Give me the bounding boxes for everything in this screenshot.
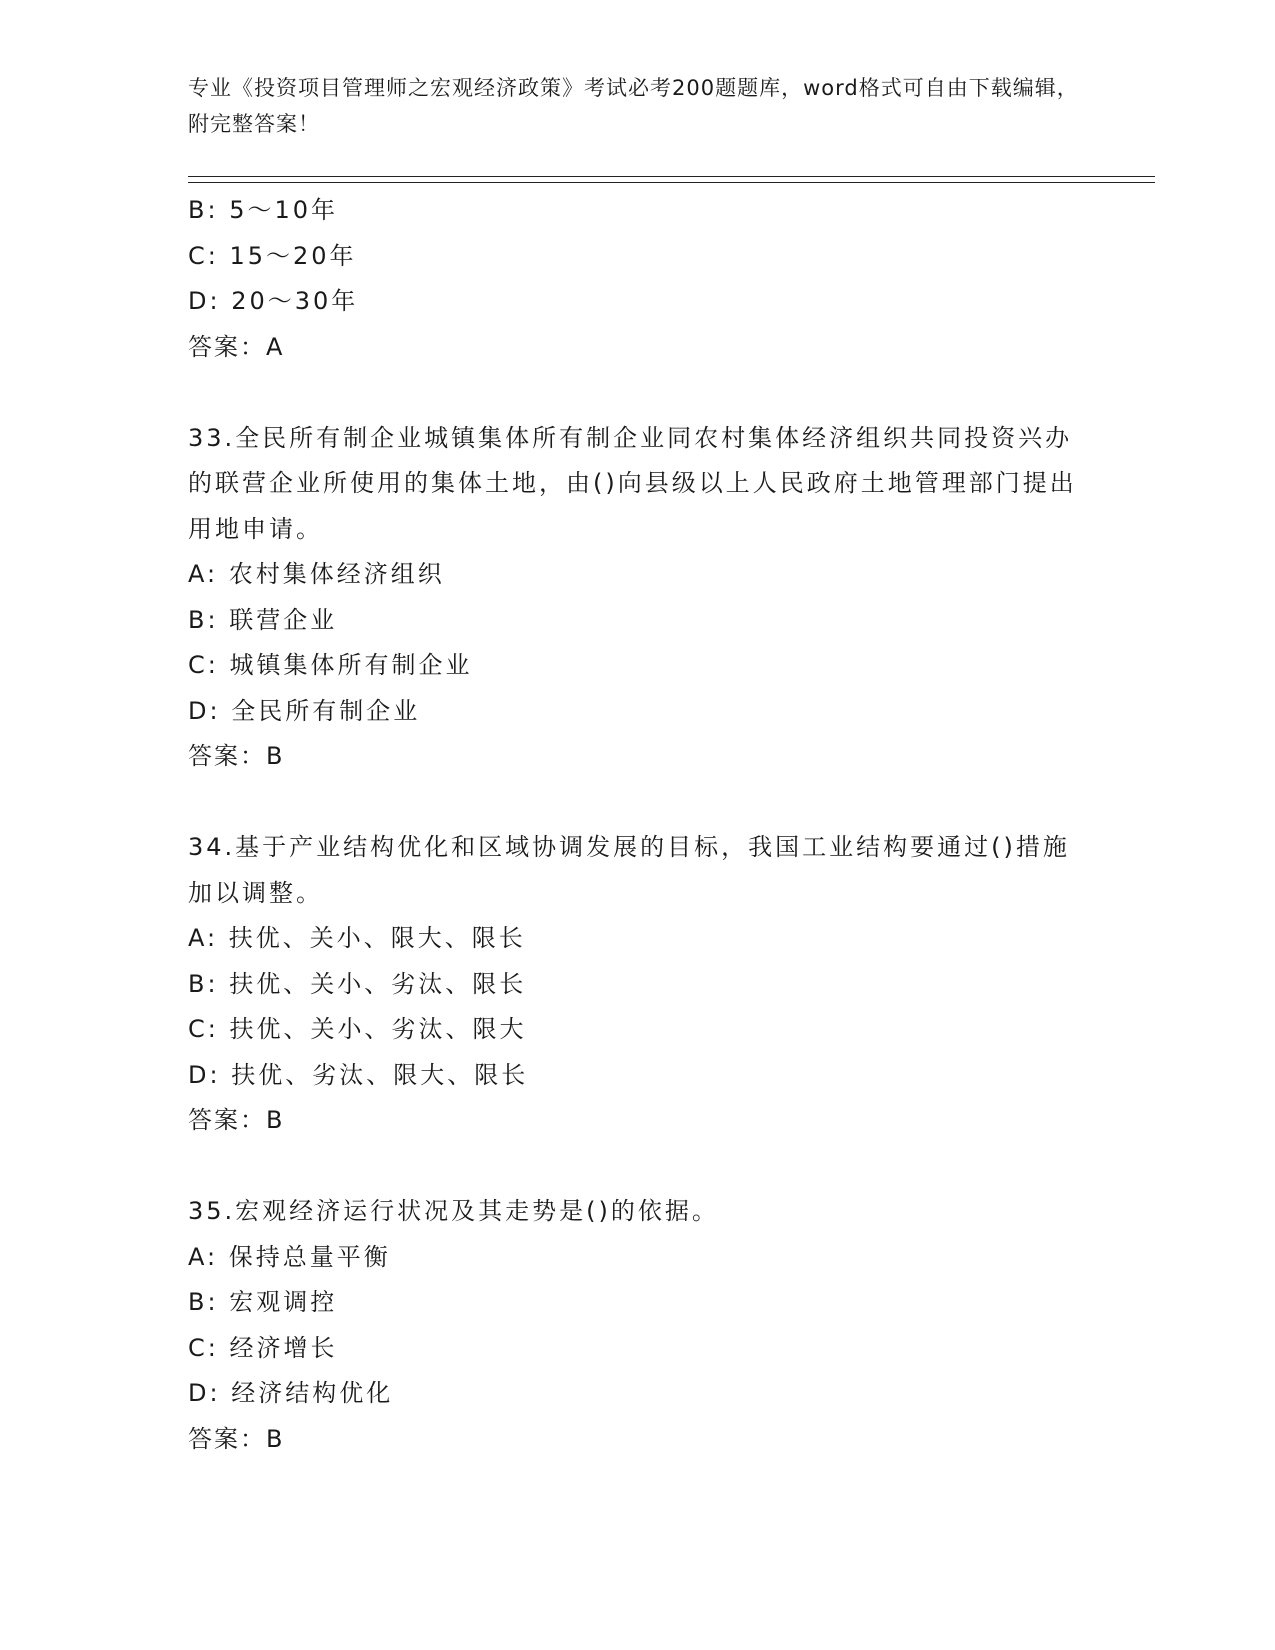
- prev-question-block: [188, 188, 1088, 370]
- option-b: B: 联营企业: [188, 605, 338, 634]
- answer: 答案：B: [188, 1424, 285, 1453]
- option-d: D: 全民所有制企业: [188, 696, 421, 725]
- question-stem: 34.基于产业结构优化和区域协调发展的目标，我国工业结构要通过()措施加以调整。: [188, 833, 1070, 907]
- question-block-33: [188, 416, 1088, 780]
- header-divider-top: [188, 176, 1155, 177]
- option-d: D: 20～30年: [188, 287, 359, 315]
- question-block-35: [188, 1189, 1088, 1462]
- header-divider-bottom: [188, 182, 1155, 183]
- question-list: [188, 188, 1088, 1462]
- document-header: 专业《投资项目管理师之宏观经济政策》考试必考200题题库，word格式可自由下载编辑，附完整答案！: [188, 76, 1079, 136]
- answer: 答案：B: [188, 1106, 285, 1134]
- question-stem: 35.宏观经济运行状况及其走势是()的依据。: [188, 1197, 719, 1225]
- option-c: C: 扶优、关小、劣汰、限大: [188, 1015, 527, 1043]
- question-block-34: [188, 825, 1088, 1144]
- answer: 答案：A: [188, 332, 285, 361]
- option-b: B: 宏观调控: [188, 1288, 338, 1316]
- option-c: C: 经济增长: [188, 1333, 338, 1362]
- option-c: C: 15～20年: [188, 241, 357, 270]
- option-a: A: 扶优、关小、限大、限长: [188, 924, 526, 952]
- option-a: A: 农村集体经济组织: [188, 560, 445, 588]
- option-d: D: 扶优、劣汰、限大、限长: [188, 1060, 529, 1089]
- option-d: D: 经济结构优化: [188, 1379, 394, 1407]
- question-stem: 33.全民所有制企业城镇集体所有制企业同农村集体经济组织共同投资兴办的联营企业所使用的集体土地，由()向县级以上人民政府土地管理部门提出用地申请。: [188, 423, 1077, 543]
- option-c: C: 城镇集体所有制企业: [188, 651, 473, 679]
- option-b: B: 扶优、关小、劣汰、限长: [188, 969, 527, 998]
- option-b: B: 5～10年: [188, 196, 339, 224]
- option-a: A: 保持总量平衡: [188, 1242, 391, 1271]
- answer: 答案：B: [188, 742, 285, 770]
